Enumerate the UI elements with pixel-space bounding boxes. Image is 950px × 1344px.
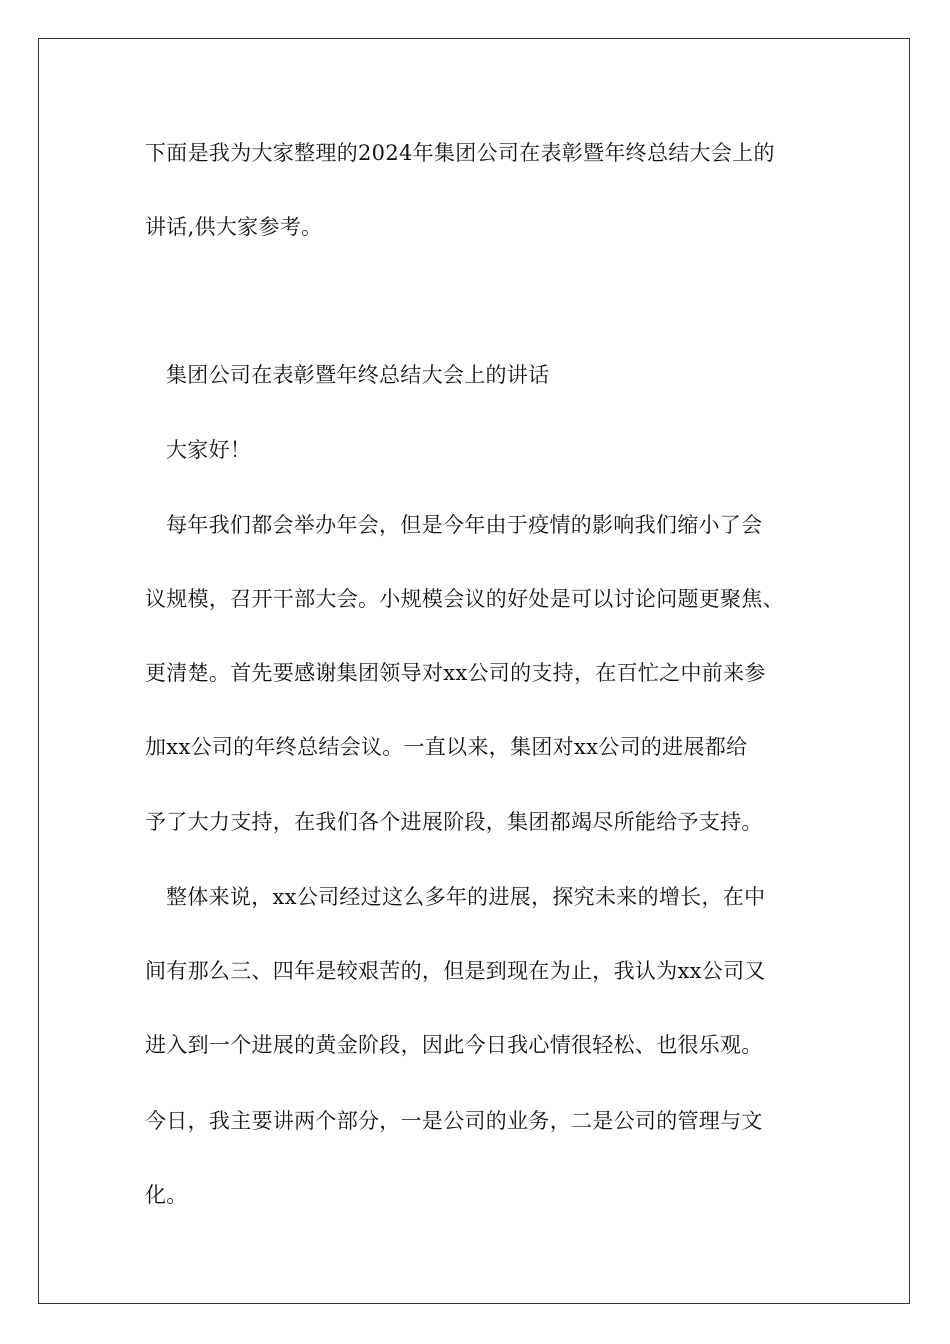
paragraph2-line-5: 化。 (145, 1183, 188, 1207)
speech-title: 集团公司在表彰暨年终总结大会上的讲话 (166, 363, 550, 387)
paragraph2-line-4: 今日，我主要讲两个部分，一是公司的业务，二是公司的管理与文 (145, 1109, 763, 1133)
paragraph2-line-1: 整体来说，xx公司经过这么多年的进展，探究未来的增长，在中 (166, 885, 766, 909)
paragraph1-line-5: 予了大力支持，在我们各个进展阶段，集团都竭尽所能给予支持。 (145, 810, 763, 834)
intro-line-2: 讲话,供大家参考。 (145, 215, 323, 239)
paragraph2-line-2: 间有那么三、四年是较艰苦的，但是到现在为止，我认为xx公司又 (145, 959, 766, 983)
paragraph2-line-3: 进入到一个进展的黄金阶段，因此今日我心情很轻松、也很乐观。 (145, 1033, 763, 1057)
paragraph1-line-1: 每年我们都会举办年会，但是今年由于疫情的影响我们缩小了会 (166, 513, 763, 537)
paragraph1-line-3: 更清楚。首先要感谢集团领导对xx公司的支持，在百忙之中前来参 (145, 661, 766, 685)
greeting: 大家好！ (166, 438, 252, 462)
intro-line-1: 下面是我为大家整理的2024年集团公司在表彰暨年终总结大会上的 (145, 141, 775, 165)
paragraph1-line-4: 加xx公司的年终总结会议。一直以来，集团对xx公司的进展都给 (145, 735, 748, 759)
paragraph1-line-2: 议规模，召开干部大会。小规模会议的好处是可以讨论问题更聚焦、 (145, 587, 784, 611)
